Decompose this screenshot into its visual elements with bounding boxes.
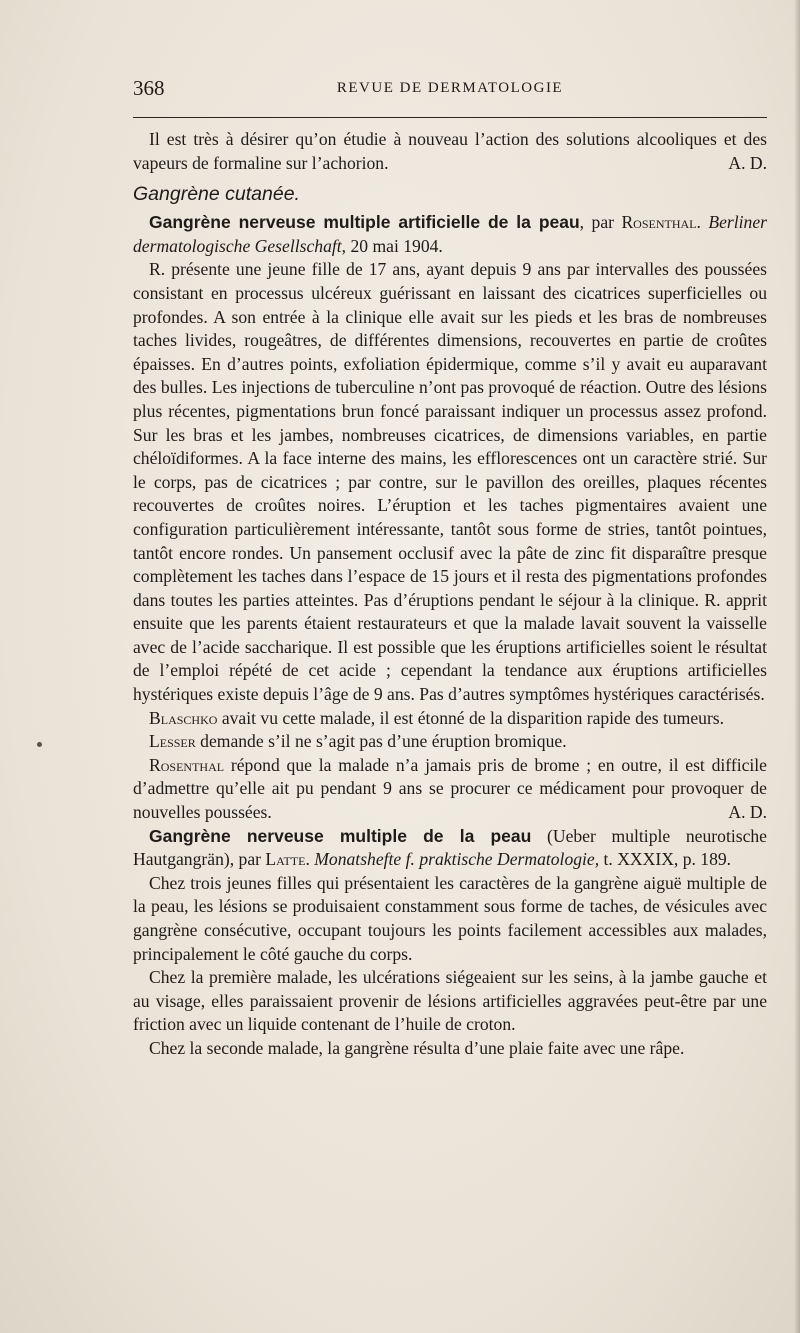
discussion-text-lesser: demande s’il ne s’agit pas d’une éruption bromique. xyxy=(195,731,567,752)
entry2-subtitle: (Ueber multiple neurotische Hautgangrän), par xyxy=(133,825,767,870)
entry2-heading xyxy=(133,825,767,872)
entry2-paragraph-2: Chez la première malade, les ulcérations siégeaient sur les seins, à la jambe gauche et au visage, elles paraissaient provenir de lésions artificielles aggravées peut-être par une friction avec un liquide contenant de l’huile de croton. xyxy=(133,967,767,1035)
intro-paragraph xyxy=(133,128,767,175)
section-title: Gangrène cutanée. xyxy=(133,183,300,206)
margin-speck xyxy=(37,742,42,747)
entry1-title: Gangrène nerveuse multiple artificielle de la peau xyxy=(149,212,580,233)
entry2-title: Gangrène nerveuse multiple de la peau xyxy=(149,825,532,846)
discussion-lesser xyxy=(133,730,767,754)
page-header xyxy=(133,76,767,106)
page-number: 368 xyxy=(133,76,165,100)
running-title: REVUE DE DERMATOLOGIE xyxy=(336,80,564,96)
entry2-volume: t. XXXIX, p. 189. xyxy=(599,849,732,870)
entry1-paragraph: R. présente une jeune fille de 17 ans, ayant depuis 9 ans par intervalles des poussées consistant en processus ulcéreux guérissant en laissant des cicatrices superficielles ou profondes. A son entrée à la clinique elle avait sur les pieds et les bras de nombreuses taches livides, rougeâtres, de différentes dimensions, recouvertes en partie de croûtes épaisses. En d’autres points, exfoliation épidermique, comme s’il y avait eu auparavant des bulles. Les injections de tuberculine n’ont pas provoqué de réaction. Outre des lésions plus récentes, pigmentations brun foncé paraissant indiquer un processus assez profond. Sur les bras et les jambes, nombreuses cicatrices, de dimensions variables, en partie chéloïdiformes. A la face interne des mains, les efflorescences ont un caractère strié. Sur le corps, pas de cicatrices ; par contre, sur le pavillon des oreilles, plaques récentes recouvertes de croûtes noires. L’éruption et les taches pigmentaires avaient une configuration particulièrement intéressante, tantôt sous forme de stries, tantôt pointues, tantôt encore rondes. Un pansement occlusif avec la pâte de zinc fit disparaître presque complètement les taches dans l’espace de 15 jours et il resta des pigmentations profondes dans toutes les parties atteintes. Pas d’éruptions pendant le séjour à la clinique. R. apprit ensuite que les parents étaient restaurateurs et que la malade lavait souvent la vaisselle avec de l’acide saccharique. Il est possible que les éruptions artificielles soient le résultat de l’emploi répété de cet acide ; cependant la tendance aux éruptions artificielles hystériques existe depuis l’âge de 9 ans. Pas d’autres symptômes hystériques caractérisés. xyxy=(133,259,767,705)
scan-edge-shadow xyxy=(794,0,800,1333)
entry1-author-lead: , par xyxy=(579,212,622,233)
entry2-source-sep: . xyxy=(305,849,315,870)
entry1-source: Berliner dermatologische Gesellschaft xyxy=(133,212,768,256)
intro-signature: A. D. xyxy=(728,152,767,173)
speaker-lesser: Lesser xyxy=(149,731,196,752)
entry2-source: Monatshefte f. praktische Dermatologie, xyxy=(314,849,600,870)
entry1-heading xyxy=(133,211,767,258)
entry2-author: Latte xyxy=(265,849,306,870)
page-body xyxy=(133,128,767,1061)
discussion-rosenthal xyxy=(133,754,767,825)
discussion-text-blaschko: avait vu cette malade, il est étonné de la disparition rapide des tumeurs. xyxy=(217,707,725,728)
discussion-blaschko xyxy=(133,707,767,731)
entry1-source-sep: . xyxy=(696,212,709,233)
speaker-rosenthal: Rosenthal xyxy=(149,754,225,775)
entry1-signature: A. D. xyxy=(728,802,767,823)
intro-text: Il est très à désirer qu’on étudie à nouveau l’action des solutions alcooliques et des vapeurs de formaline sur l’achorion. xyxy=(133,129,767,173)
speaker-blaschko: Blaschko xyxy=(149,707,218,728)
entry2-paragraph-1: Chez trois jeunes filles qui présentaient les caractères de la gangrène aiguë multiple de la peau, les lésions se produisaient constamment sous forme de taches, de vésicules avec gangrène consécutive, occupant toujours les points facilement accessibles aux malades, principalement le côté gauche du corps. xyxy=(133,872,767,964)
entry2-paragraph-3: Chez la seconde malade, la gangrène résulta d’une plaie faite avec une râpe. xyxy=(149,1037,685,1058)
entry1-date: , 20 mai 1904. xyxy=(341,235,443,256)
entry1-author: Rosenthal xyxy=(621,212,697,233)
header-rule xyxy=(133,117,767,118)
discussion-text-rosenthal: répond que la malade n’a jamais pris de brome ; en outre, il est difficile d’admettre qu’elle ait pu pendant 9 ans se procurer ce médicament pour provoquer de nouvelles poussées. xyxy=(133,754,767,823)
